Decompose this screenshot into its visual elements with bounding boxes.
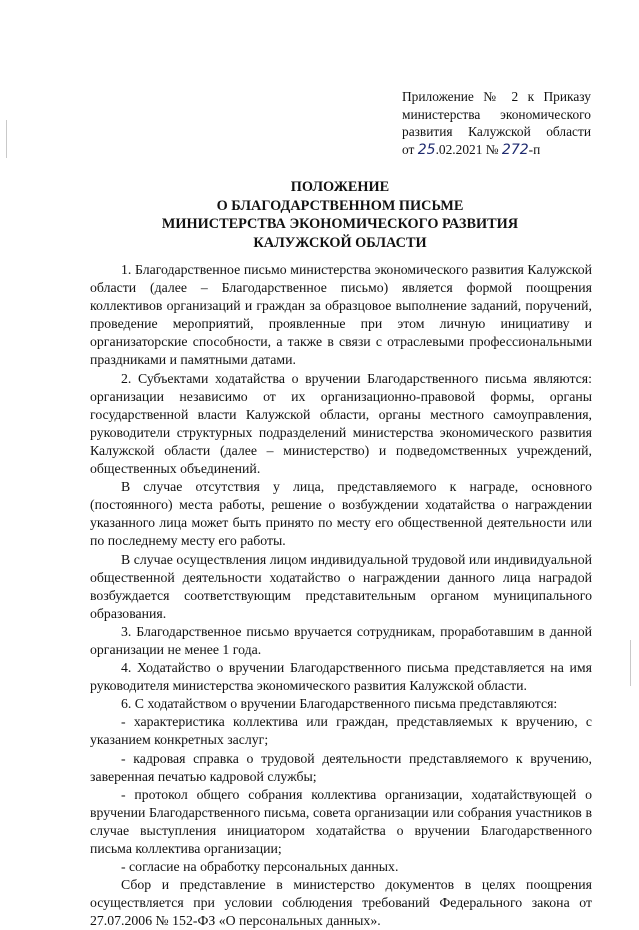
appendix-date-line	[402, 141, 591, 160]
paragraph-3: 3. Благодарственное письмо вручается сотрудникам, проработавшим в данной организации не менее 1 года.	[90, 623, 592, 657]
paragraph-2-individual-activity: В случае осуществления лицом индивидуальной трудовой или индивидуальной общественной деятельности ходатайство о награждении данного лица наградой возбуждается соответствующим представительным органом муниципального образования.	[90, 551, 592, 621]
document-title	[140, 178, 540, 252]
handwritten-day: 25	[417, 141, 436, 158]
title-line-4: КАЛУЖСКОЙ ОБЛАСТИ	[253, 234, 427, 251]
paragraph-2-absent-workplace: В случае отсутствия у лица, представляемого к награде, основного (постоянного) места работы, решение о возбуждении ходатайства о награждении указанного лица может быть принято по месту его общественной деятельности или по последнему месту его работы.	[90, 479, 592, 549]
paragraph-4: 4. Ходатайство о вручении Благодарственного письма представляется на имя руководителя министерства экономического развития Калужской области.	[90, 660, 592, 694]
title-line-1: ПОЛОЖЕНИЕ	[290, 179, 390, 195]
appendix-line-3: развития Калужской области	[402, 124, 591, 139]
list-item-personnel-reference: - кадровая справка о трудовой деятельности представляемого к вручению, заверенная печатью кадровой службы;	[90, 750, 592, 784]
appendix-line-2: министерства экономического	[402, 106, 591, 122]
appendix-header	[402, 88, 591, 159]
date-rest: .02.2021 №	[435, 141, 499, 157]
scan-margin-mark	[630, 640, 631, 686]
paragraph-6: 6. С ходатайством о вручении Благодарственного письма представляются:	[121, 696, 558, 712]
title-line-2: О БЛАГОДАРСТВЕННОМ ПИСЬМЕ	[216, 197, 464, 214]
list-item-data-consent: - согласие на обработку персональных данных.	[121, 859, 399, 875]
paragraph-2: 2. Субъектами ходатайства о вручении Благодарственного письма являются: организации независимо от их организационно-правовой формы, органы государственной власти Калужской области, органы местного самоуправления, руководители структурных подразделений министерства экономического развития Калужской области (далее – министерство) и подведомственных учреждений, общественных объединений.	[90, 370, 592, 477]
paragraph-documents-collection: Сбор и представление в министерство документов в целях поощрения осуществляется при условии соблюдения требований Федерального закона от 27.07.2006 № 152-ФЗ «О персональных данных».	[90, 877, 592, 929]
document-body	[90, 261, 592, 930]
order-suffix: -п	[528, 141, 541, 157]
list-item-characteristic: - характеристика коллектива или граждан, представляемых к вручению, с указанием конкретных заслуг;	[90, 714, 592, 748]
handwritten-order-number: 272	[501, 141, 529, 158]
title-line-3: МИНИСТЕРСТВА ЭКОНОМИЧЕСКОГО РАЗВИТИЯ	[161, 216, 519, 232]
paragraph-1: 1. Благодарственное письмо министерства экономического развития Калужской области (далее – Благодарственное письмо) является формой поощрения коллективов организаций и граждан за образцовое выполнение заданий, поручений, проведение мероприятий, проявленные при этом личную инициативу и организаторские способности, а также в связи с отраслевыми профессиональными праздниками и памятными датами.	[90, 262, 592, 368]
scan-margin-mark	[6, 120, 7, 158]
appendix-line-1: Приложение № 2 к Приказу	[402, 89, 591, 104]
date-prefix: от	[402, 141, 415, 157]
list-item-meeting-protocol: - протокол общего собрания коллектива организации, ходатайствующей о вручении Благодарственного письма, совета организации или собрания участников в случае выступления инициатором ходатайства о вручении Благодарственного письма коллектива организации;	[90, 786, 592, 856]
